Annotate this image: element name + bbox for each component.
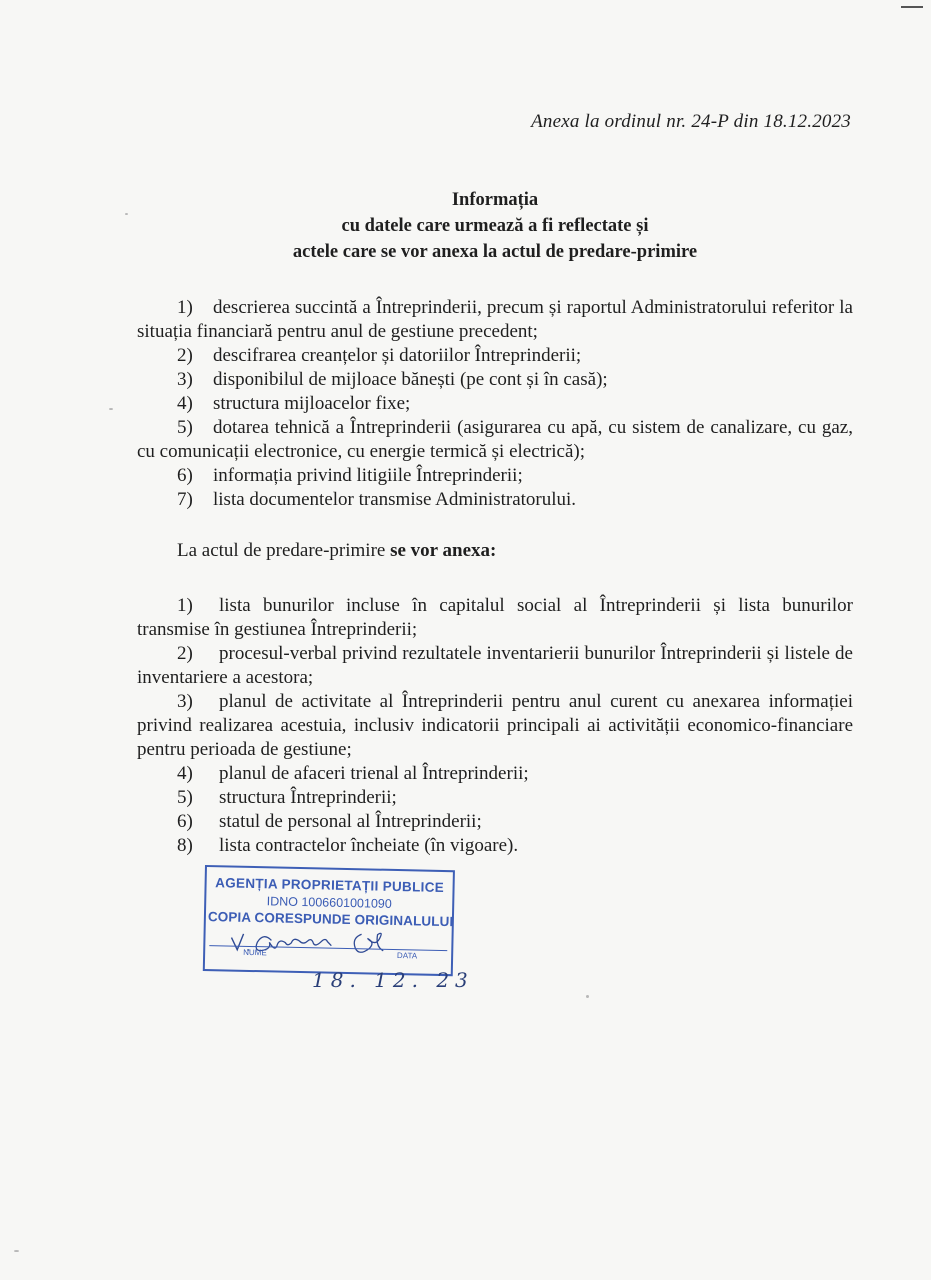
title-line-1: Informația <box>451 190 539 210</box>
scan-edge-mark <box>901 6 923 8</box>
annex-intro-bold: se vor anexa: <box>390 540 497 561</box>
scan-speck <box>125 213 128 215</box>
annex-intro <box>177 540 496 562</box>
scan-speck <box>586 995 589 998</box>
item-number: 8) <box>177 835 193 856</box>
item-text: structura Întreprinderii; <box>219 787 397 808</box>
item-text: disponibilul de mijloace bănești (pe cont și în casă); <box>213 369 608 390</box>
list-item <box>137 762 853 786</box>
item-text: planul de activitate al Întreprinderii pentru anul curent cu anexarea informației privind realizarea acestuia, inclusiv indicatorii principali ai activității economico-financiare pentru perioada de gestiune; <box>137 691 853 760</box>
item-text: descifrarea creanțelor și datoriilor Întreprinderii; <box>213 345 582 366</box>
certification-stamp <box>203 865 455 976</box>
item-text: statul de personal al Întreprinderii; <box>219 811 482 832</box>
item-number: 3) <box>177 369 193 390</box>
annex-reference: Anexa la ordinul nr. 24-P din 18.12.2023 <box>531 111 851 132</box>
list-item <box>137 810 853 834</box>
item-number: 4) <box>177 393 193 414</box>
list-item <box>137 344 853 368</box>
item-text: lista bunurilor incluse în capitalul social al Întreprinderii și lista bunurilor transmise în gestiunea Întreprinderii; <box>137 595 853 640</box>
item-text: procesul-verbal privind rezultatele inventarierii bunurilor Întreprinderii și listele de inventariere a acestora; <box>137 643 853 688</box>
list-item <box>137 296 853 344</box>
stamp-idno: IDNO 1006601001090 <box>266 894 392 911</box>
info-list <box>137 296 853 512</box>
item-text: planul de afaceri trienal al Întreprinderii; <box>219 763 529 784</box>
item-number: 1) <box>177 595 193 616</box>
list-item <box>137 368 853 392</box>
item-text: structura mijloacelor fixe; <box>213 393 411 414</box>
stamp-date-label: DATA <box>396 951 418 961</box>
list-item <box>137 594 853 642</box>
title-line-3: actele care se vor anexa la actul de predare-primire <box>292 242 698 262</box>
title-line-2: cu datele care urmează a fi reflectate și <box>341 216 649 236</box>
item-number: 3) <box>177 691 193 712</box>
list-item <box>137 392 853 416</box>
list-item <box>137 690 853 762</box>
item-number: 5) <box>177 417 193 438</box>
item-text: lista contractelor încheiate (în vigoare). <box>219 835 519 856</box>
item-number: 7) <box>177 489 193 510</box>
item-text: dotarea tehnică a Întreprinderii (asigurarea cu apă, cu sistem de canalizare, cu gaz, cu comunicații electronice, cu energie termică și electrică); <box>137 417 853 462</box>
scan-speck <box>109 408 113 410</box>
stamp-name-label: NUME <box>243 947 267 958</box>
stamp-agency: AGENȚIA PROPRIETAȚII PUBLICE <box>215 875 445 896</box>
list-item <box>137 642 853 690</box>
item-number: 6) <box>177 811 193 832</box>
list-item <box>137 834 853 858</box>
item-text: informația privind litigiile Întreprinderii; <box>213 465 523 486</box>
list-item <box>137 416 853 464</box>
handwritten-date: 18. 12. 23 <box>312 968 474 992</box>
list-item <box>137 786 853 810</box>
item-number: 4) <box>177 763 193 784</box>
document-title <box>140 187 850 265</box>
item-text: lista documentelor transmise Administratorului. <box>213 489 577 510</box>
annex-intro-text: La actul de predare-primire <box>177 540 391 561</box>
item-text: descrierea succintă a Întreprinderii, precum și raportul Administratorului referitor la situația financiară pentru anul de gestiune precedent; <box>137 297 853 342</box>
stamp-copy-statement: COPIA CORESPUNDE ORIGINALULUI <box>207 909 454 930</box>
item-number: 2) <box>177 345 193 366</box>
handwritten-signature <box>211 925 412 959</box>
list-item <box>137 464 853 488</box>
annex-list <box>137 594 853 858</box>
item-number: 1) <box>177 297 193 318</box>
item-number: 5) <box>177 787 193 808</box>
scan-speck <box>14 1250 19 1252</box>
list-item <box>137 488 853 512</box>
item-number: 2) <box>177 643 193 664</box>
item-number: 6) <box>177 465 193 486</box>
